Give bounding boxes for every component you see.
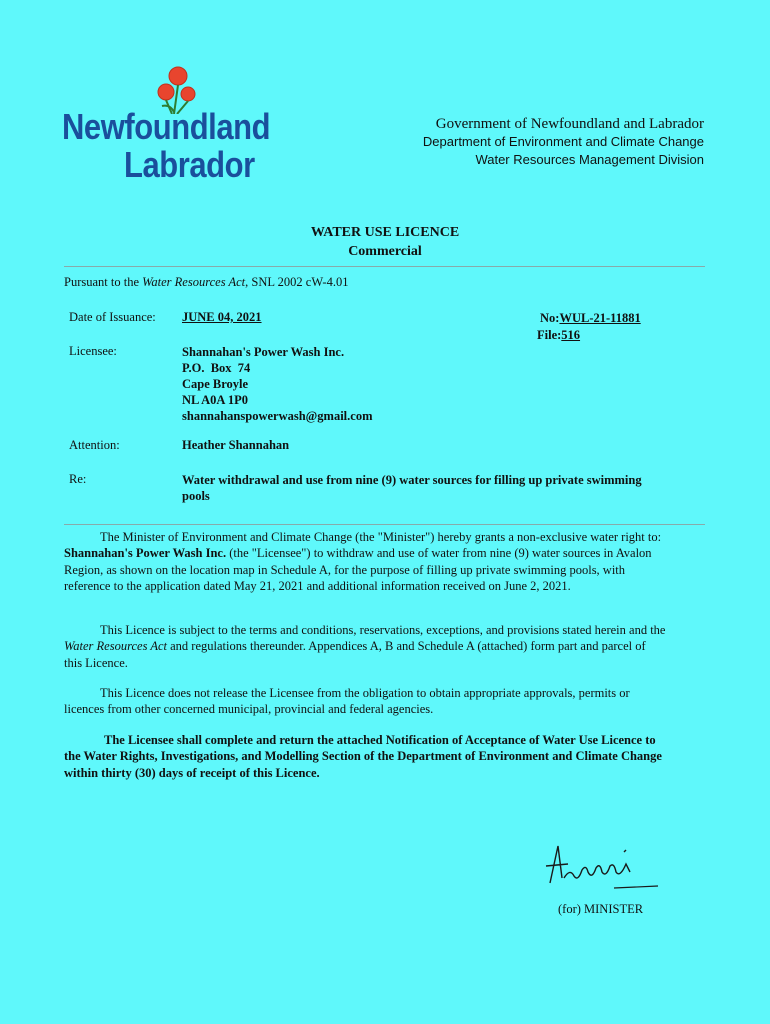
terms-paragraph xyxy=(64,622,704,671)
obligations-paragraph xyxy=(64,685,704,718)
licensee-label: Licensee: xyxy=(69,344,117,358)
re-label: Re: xyxy=(69,472,87,486)
file-number xyxy=(537,327,580,343)
attention-label: Attention: xyxy=(69,438,120,452)
government-name: Government of Newfoundland and Labrador xyxy=(435,116,704,132)
newfoundland-labrador-logo xyxy=(62,64,272,186)
title-sub: Commercial xyxy=(348,244,422,259)
document-title xyxy=(0,223,770,261)
p2-act-italic: Water Resources Act xyxy=(64,639,167,654)
p1-line-3: Region, as shown on the location map in Schedule A, for the purpose of filling up private swimming pools, with xyxy=(64,562,626,577)
file-value: 516 xyxy=(561,328,581,342)
p2-line-1: This Licence is subject to the terms and conditions, reservations, exceptions, and provisions stated herein and the xyxy=(100,623,666,637)
licensee-address xyxy=(182,344,372,424)
logo-line-2: Labrador xyxy=(124,144,255,185)
re-line-1: Water withdrawal and use from nine (9) water sources for filling up private swimming xyxy=(182,473,642,487)
pursuant-prefix: Pursuant to the xyxy=(64,275,143,289)
date-value: JUNE 04, 2021 xyxy=(182,310,262,324)
signature-mark xyxy=(540,838,670,898)
re-value xyxy=(182,472,642,504)
grant-paragraph xyxy=(64,529,704,594)
licensee-postal: NL A0A 1P0 xyxy=(182,393,248,407)
p4-line-3: within thirty (30) days of receipt of this Licence. xyxy=(64,765,320,780)
licence-number xyxy=(540,310,641,326)
logo-line-1: Newfoundland xyxy=(62,106,271,147)
p2-line-2: and regulations thereunder. Appendices A, B and Schedule A (attached) form part and parcel of xyxy=(167,639,646,654)
title-divider xyxy=(64,266,705,267)
licensee-email: shannahanspowerwash@gmail.com xyxy=(182,409,373,423)
p4-line-1: The Licensee shall complete and return the attached Notification of Acceptance of Water Use Licence to xyxy=(104,733,656,747)
pursuant-line xyxy=(64,274,348,290)
p3-line-1: This Licence does not release the Licensee from the obligation to obtain appropriate approvals, permits or xyxy=(100,686,630,700)
department-name: Department of Environment and Climate Change xyxy=(422,134,704,149)
title-main: WATER USE LICENCE xyxy=(310,225,460,240)
department-header xyxy=(423,115,704,169)
acceptance-paragraph xyxy=(64,732,704,781)
p1-line-2: (the "Licensee") to withdraw and use of water from nine (9) water sources in Avalon xyxy=(226,546,652,561)
division-name: Water Resources Management Division xyxy=(475,152,704,167)
p1-licensee-bold: Shannahan's Power Wash Inc. xyxy=(64,546,227,561)
re-line-2: pools xyxy=(182,489,210,503)
no-label: No: xyxy=(540,311,560,325)
p4-line-2: the Water Rights, Investigations, and Modelling Section of the Department of Environment and Climate Change xyxy=(64,749,662,764)
attention-value: Heather Shannahan xyxy=(182,438,290,452)
pursuant-act: Water Resources Act xyxy=(142,275,246,289)
licensee-city: Cape Broyle xyxy=(182,377,249,391)
p1-line-1: The Minister of Environment and Climate Change (the "Minister") hereby grants a non-exclusive water right to: xyxy=(100,530,662,544)
p3-line-2: licences from other concerned municipal, provincial and federal agencies. xyxy=(64,702,434,717)
body-divider xyxy=(64,524,705,525)
signature-caption: (for) MINISTER xyxy=(558,902,644,916)
date-label: Date of Issuance: xyxy=(69,310,156,324)
pursuant-suffix: , SNL 2002 cW-4.01 xyxy=(245,275,349,289)
p2-line-3: this Licence. xyxy=(64,655,128,670)
licensee-po-box: P.O. Box 74 xyxy=(182,361,251,375)
minister-signature xyxy=(540,838,670,898)
p1-line-4: reference to the application dated May 21, 2021 and additional information received on June 2, 2021. xyxy=(64,578,571,593)
licensee-name: Shannahan's Power Wash Inc. xyxy=(182,345,345,359)
file-label: File: xyxy=(537,328,562,342)
no-value: WUL-21-11881 xyxy=(559,311,641,325)
